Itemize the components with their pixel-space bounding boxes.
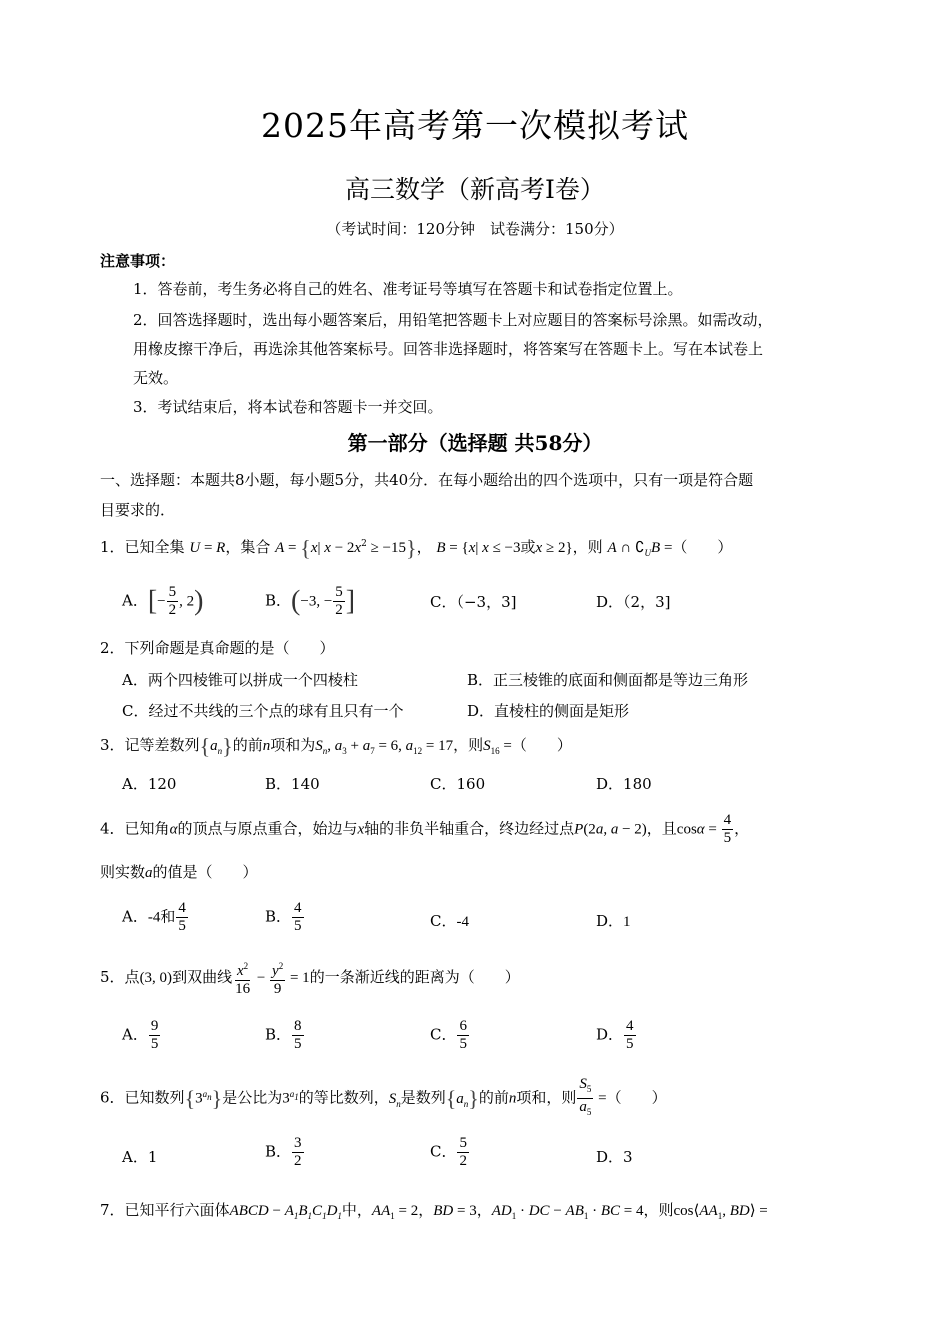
- q6-option-a: A．1: [122, 1148, 158, 1166]
- q5-option-b: B． $\frac{8}{5}$: [265, 1018, 302, 1052]
- question-3: 3．记等差数列$\{a_n\}$的前n项和为$S_n$, $a_3 + a_7 = 6$, $a_{12} = 17$，则$S_{16}$ =（ ）: [100, 733, 572, 759]
- q3-option-d: D．180: [596, 775, 652, 793]
- q4-option-a: A．-4和 $\frac{4}{5}$: [122, 900, 186, 934]
- notice-item: 用橡皮擦干净后，再选涂其他答案标号。回答非选择题时，将答案写在答题卡上。写在本试卷上: [133, 340, 764, 358]
- exam-info: （考试时间：120分钟 试卷满分：150分）: [326, 220, 624, 238]
- q2-option-a: A．两个四棱锥可以拼成一个四棱柱: [122, 671, 358, 689]
- q6-option-d: D．3: [596, 1148, 633, 1166]
- q2-option-b: B．正三棱锥的底面和侧面都是等边三角形: [467, 671, 749, 689]
- exam-subtitle: 高三数学（新高考Ⅰ卷）: [345, 175, 605, 204]
- q5-option-c: C． $\frac{6}{5}$: [430, 1018, 467, 1052]
- question-2: 2．下列命题是真命题的是（ ）: [100, 639, 335, 657]
- notice-item: 1．答卷前，考生务必将自己的姓名、准考证号等填写在答题卡和试卷指定位置上。: [133, 280, 683, 298]
- q2-option-d: D．直棱柱的侧面是矩形: [467, 702, 630, 720]
- q6-option-b: B． $\frac{3}{2}$: [265, 1135, 302, 1169]
- question-5: 5．点(3, 0)到双曲线 $\frac{x^2}{16}$ − $\frac{y^2}{9}$ = 1的一条渐近线的距离为（ ）: [100, 958, 520, 998]
- q3-option-b: B．140: [265, 775, 320, 793]
- q1-option-c: C．（−3，3]: [430, 593, 517, 611]
- notice-item: 无效。: [133, 369, 179, 387]
- q2-option-c: C．经过不共线的三个点的球有且只有一个: [122, 702, 404, 720]
- notice-item: 3．考试结束后，将本试卷和答题卡一并交回。: [133, 398, 443, 416]
- section-title: 第一部分（选择题 共58分）: [347, 431, 603, 455]
- question-4: 4．已知角α的顶点与原点重合，始边与x轴的非负半轴重合，终边经过点P(2a, a − 2)，且cosα = $\frac{4}{5}$ ，: [100, 812, 750, 846]
- q3-option-a: A．120: [122, 775, 177, 793]
- q4-option-c: C．-4: [430, 912, 469, 930]
- q6-option-c: C． $\frac{5}{2}$: [430, 1135, 467, 1169]
- question-4-line2: 则实数a的值是（ ）: [100, 863, 258, 881]
- q1-option-a: A．[− $\frac{5}{2}$ , 2): [122, 584, 204, 618]
- question-6: 6．已知数列$\{3^{a_n}\}$是公比为$3^{a_1}$的等比数列，$S_n$是数列$\{a_n\}$的前n项和，则 $\frac{S_5}{a_5}$ =（ ）: [100, 1076, 667, 1117]
- q4-option-d: D．1: [596, 912, 631, 930]
- question-1: 1．已知全集 U = R，集合 A = {x| $x - 2x^2 \ge -15$}， B = {x| x ≤ −3或x ≥ 2}，则 A ∩ $∁_UB$ =（ ）: [100, 535, 733, 561]
- notice-heading: 注意事项：: [100, 252, 176, 270]
- q4-option-b: B． $\frac{4}{5}$: [265, 900, 302, 934]
- q5-option-a: A． $\frac{9}{5}$: [122, 1018, 159, 1052]
- q5-option-d: D． $\frac{4}{5}$: [596, 1018, 634, 1052]
- q1-option-d: D．（2，3]: [596, 593, 671, 611]
- q1-option-b: B．(−3, − $\frac{5}{2}$ ]: [265, 584, 356, 618]
- part-intro: 一、选择题：本题共8小题，每小题5分，共40分．在每小题给出的四个选项中，只有一项是符合题: [100, 471, 754, 489]
- question-7: 7．已知平行六面体ABCD − $A_1B_1C_1D_1$中，$AA_1 = 2$，BD = 3，$AD_1$ · DC − $AB_1$ · BC = 4，则$\cos⟨AA_1$, BD⟩ =: [100, 1201, 768, 1221]
- exam-title: 2025年高考第一次模拟考试: [261, 106, 689, 145]
- part-intro: 目要求的．: [100, 501, 176, 519]
- q3-option-c: C．160: [430, 775, 486, 793]
- notice-item: 2．回答选择题时，选出每小题答案后，用铅笔把答题卡上对应题目的答案标号涂黑。如需改动，: [133, 311, 773, 329]
